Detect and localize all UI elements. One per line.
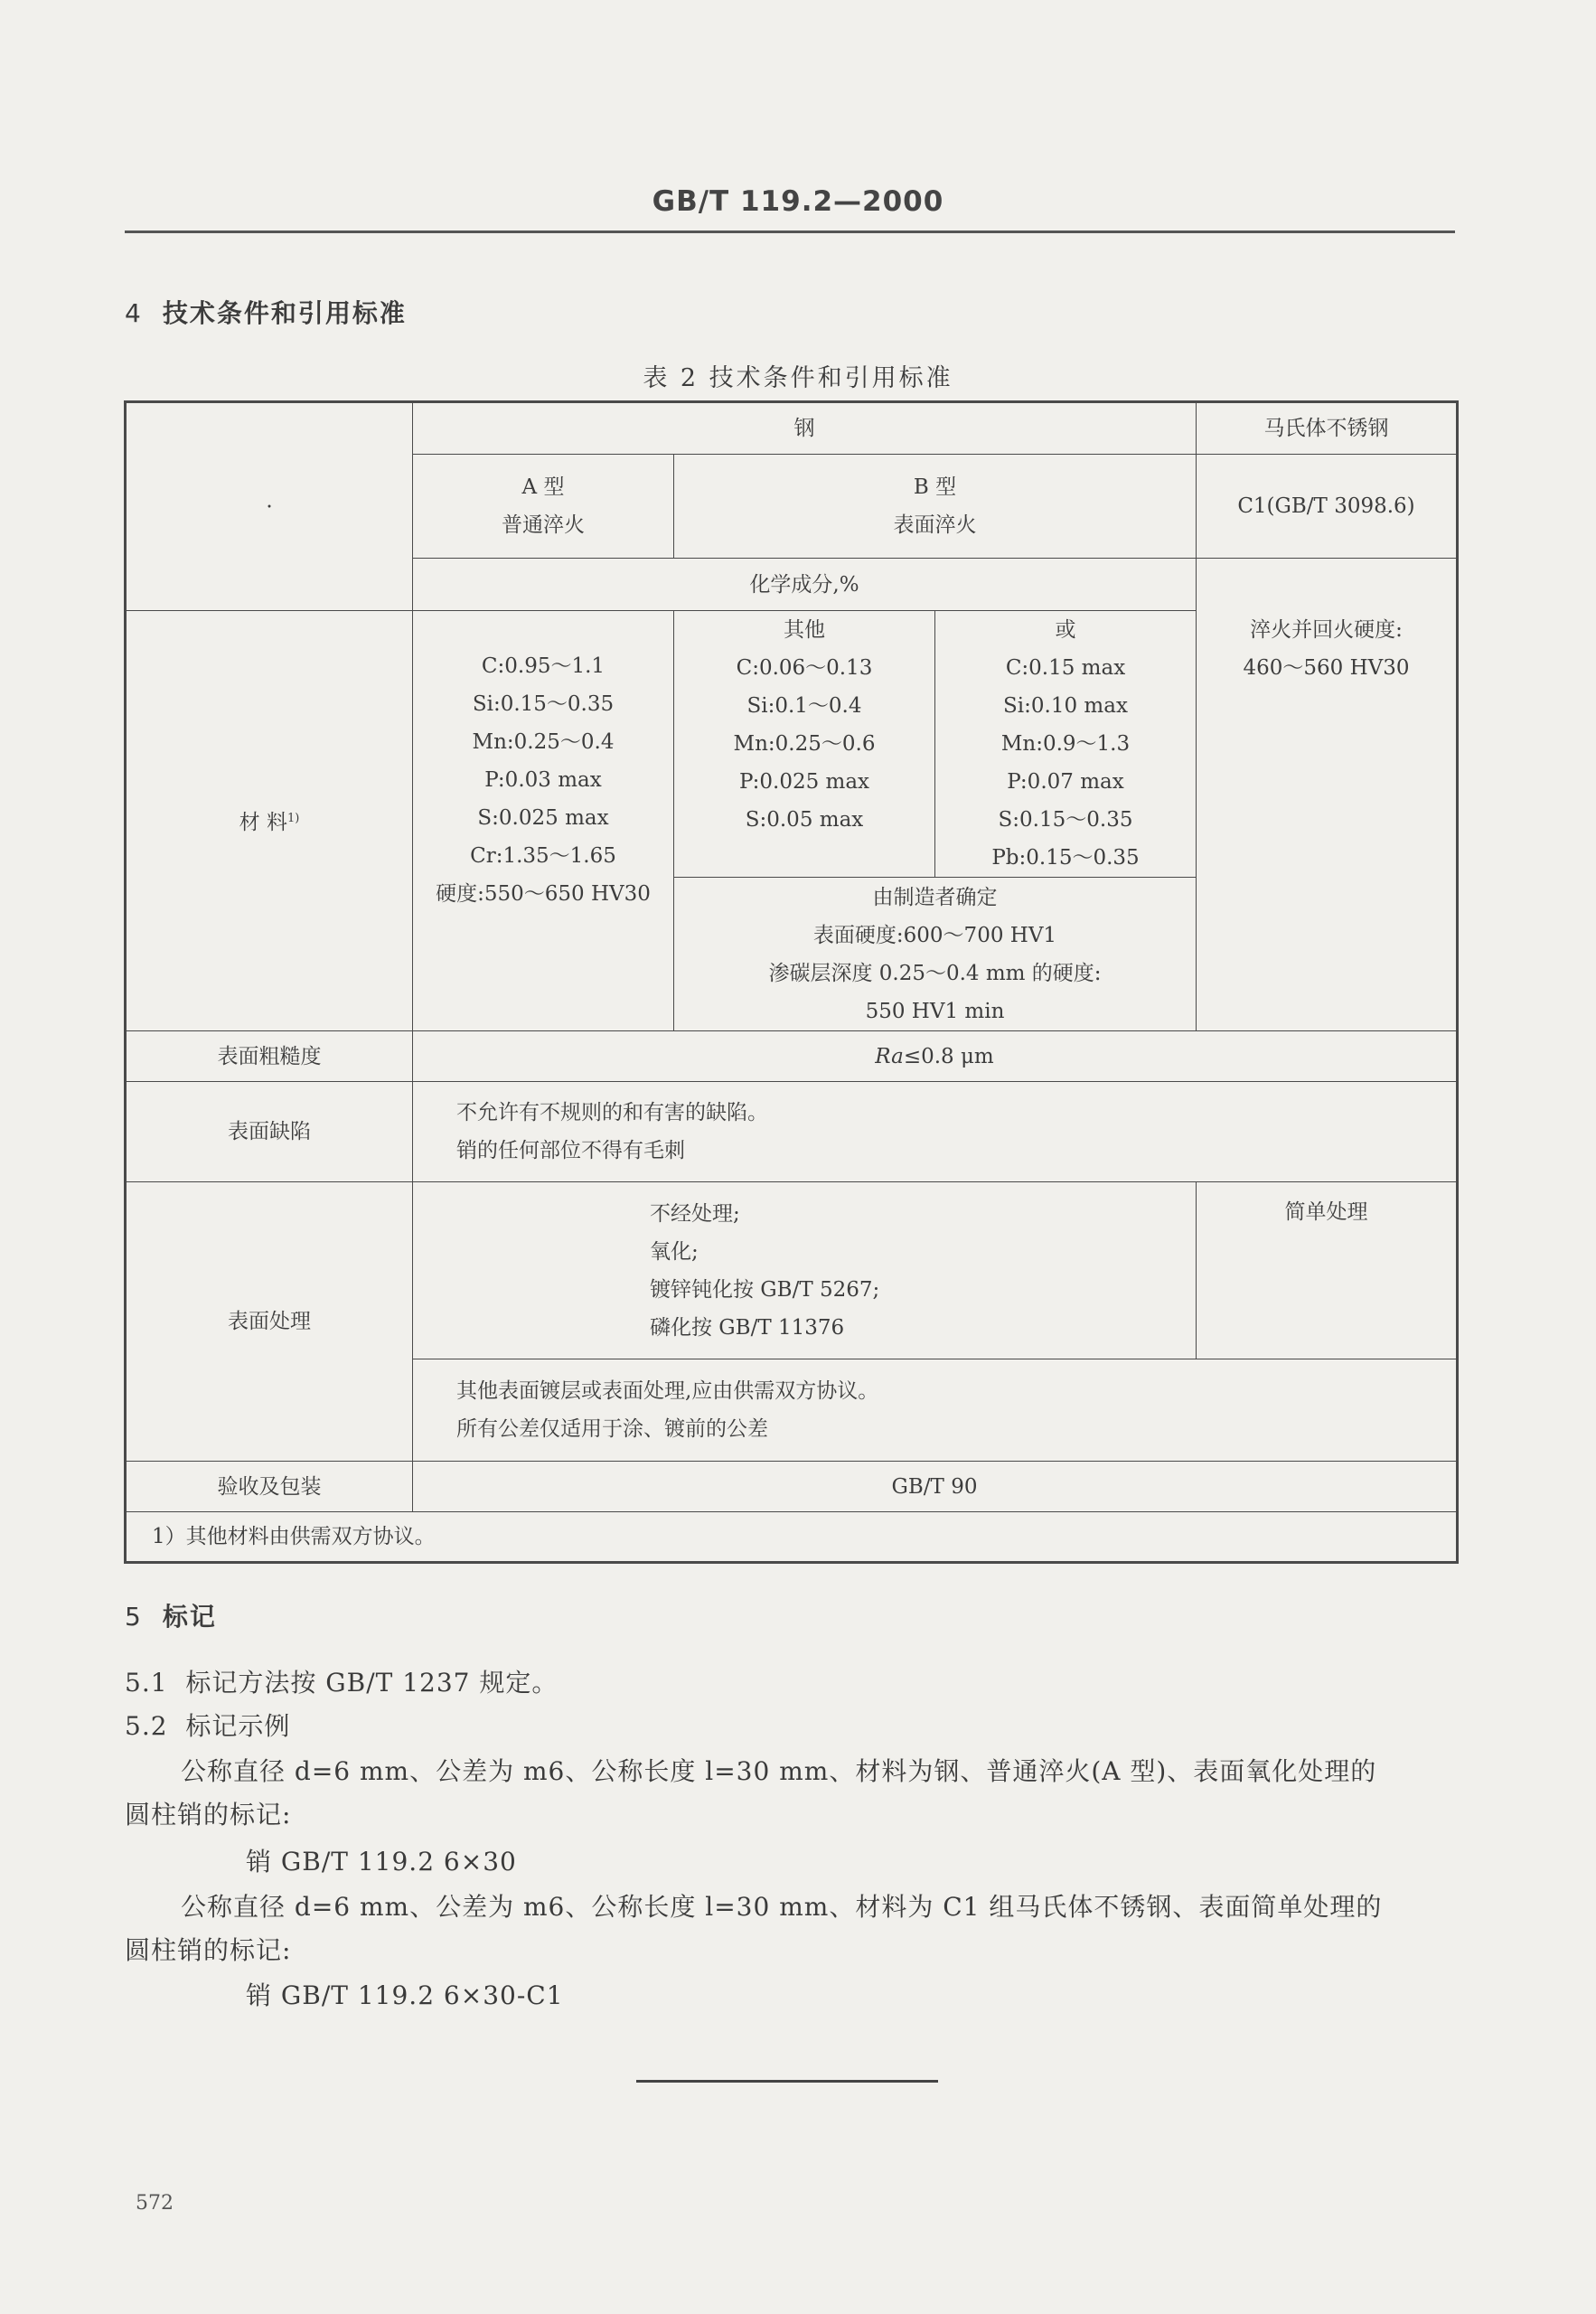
example-1-marking: 销 GB/T 119.2 6×30 xyxy=(246,1847,517,1877)
or-composition-cell: C:0.15 max Si:0.10 max Mn:0.9～1.3 P:0.07 max S:0.15～0.35 Pb:0.15～0.35 xyxy=(935,649,1197,878)
acceptance-label: 验收及包装 xyxy=(126,1462,413,1512)
martensitic-treatment-cell: 简单处理 xyxy=(1197,1182,1458,1359)
surface-defects-label: 表面缺陷 xyxy=(126,1082,413,1182)
type-a-composition-cell: C:0.95～1.1 Si:0.15～0.35 Mn:0.25～0.4 P:0.03 max S:0.025 max Cr:1.35～1.65 硬度:550～650 HV30 xyxy=(413,611,674,1031)
spec-table xyxy=(124,400,1459,1564)
example-2-marking: 销 GB/T 119.2 6×30-C1 xyxy=(246,1980,564,2010)
section-4-heading: 4 技术条件和引用标准 xyxy=(125,298,407,328)
steel-treatment-cell: 不经处理; 氧化; 镀锌钝化按 GB/T 5267; 磷化按 GB/T 11376 xyxy=(413,1182,1197,1359)
type-b-header: B 型 表面淬火 xyxy=(674,455,1197,559)
or-header: 或 xyxy=(935,611,1197,650)
standard-number-header: GB/T 119.2—2000 xyxy=(652,185,944,218)
martensitic-header: 马氏体不锈钢 xyxy=(1197,402,1458,455)
table-corner-cell: · xyxy=(126,402,413,611)
table-footnote: 1）其他材料由供需双方协议。 xyxy=(126,1512,1458,1563)
c1-grade-cell: C1(GB/T 3098.6) xyxy=(1197,455,1458,559)
steel-header: 钢 xyxy=(413,402,1197,455)
header-rule xyxy=(125,230,1455,233)
other-treatment-cell: 其他表面镀层或表面处理,应由供需双方协议。 所有公差仅适用于涂、镀前的公差 xyxy=(413,1359,1458,1462)
section-5-heading: 5 标记 xyxy=(125,1602,217,1632)
end-rule xyxy=(636,2080,938,2083)
clause-5-2: 5.2 标记示例 xyxy=(125,1711,291,1741)
example-1-line1: 公称直径 d=6 mm、公差为 m6、公称长度 l=30 mm、材料为钢、普通淬火(A 型)、表面氧化处理的 xyxy=(181,1756,1377,1786)
type-b-hardness-cell: 由制造者确定 表面硬度:600～700 HV1 渗碳层深度 0.25～0.4 mm 的硬度: 550 HV1 min xyxy=(674,878,1197,1031)
material-label-cell: 材 料$^{1)}$ xyxy=(126,611,413,1031)
surface-roughness-value: Ra≤0.8 μm xyxy=(413,1031,1458,1082)
surface-treatment-label: 表面处理 xyxy=(126,1182,413,1462)
surface-roughness-label: 表面粗糙度 xyxy=(126,1031,413,1082)
table-caption: 表 2 技术条件和引用标准 xyxy=(643,364,953,392)
example-2-line1: 公称直径 d=6 mm、公差为 m6、公称长度 l=30 mm、材料为 C1 组马氏体不锈钢、表面简单处理的 xyxy=(181,1892,1383,1922)
type-a-header: A 型 普通淬火 xyxy=(413,455,674,559)
chemical-composition-header: 化学成分,% xyxy=(413,559,1197,611)
c1-hardness-cell: 淬火并回火硬度: 460～560 HV30 xyxy=(1197,559,1458,1031)
example-1-line2: 圆柱销的标记: xyxy=(125,1800,292,1830)
clause-5-1: 5.1 标记方法按 GB/T 1237 规定。 xyxy=(125,1668,559,1698)
acceptance-value: GB/T 90 xyxy=(413,1462,1458,1512)
other-header: 其他 xyxy=(674,611,935,650)
surface-defects-text: 不允许有不规则的和有害的缺陷。 销的任何部位不得有毛刺 xyxy=(413,1082,1458,1182)
other-composition-cell: C:0.06～0.13 Si:0.1～0.4 Mn:0.25～0.6 P:0.025 max S:0.05 max xyxy=(674,649,935,878)
page-number: 572 xyxy=(136,2192,174,2215)
example-2-line2: 圆柱销的标记: xyxy=(125,1935,292,1965)
